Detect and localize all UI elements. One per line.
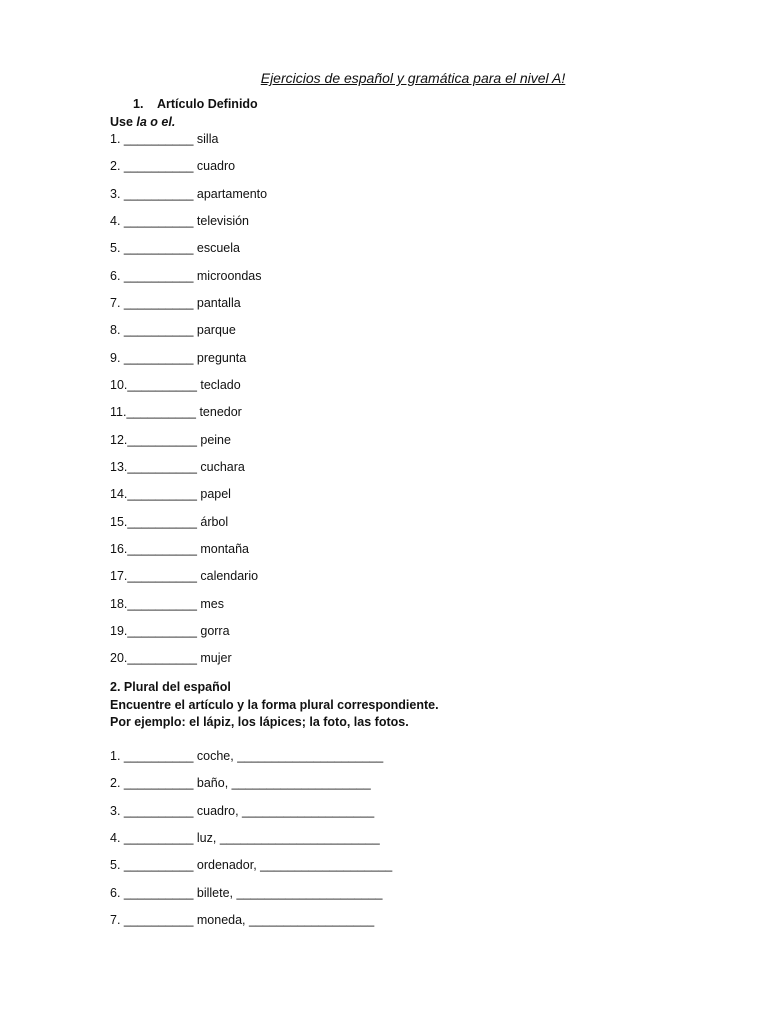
exercise-item: 5. __________ escuela — [110, 241, 240, 255]
exercise-item: 10.__________ teclado — [110, 378, 241, 392]
section2-instruction: Encuentre el artículo y la forma plural correspondiente. — [110, 697, 439, 712]
page-title: Ejercicios de español y gramática para el nivel A! — [260, 70, 566, 86]
exercise-item: 11.__________ tenedor — [110, 405, 242, 419]
exercise-item: 7. __________ pantalla — [110, 296, 241, 310]
exercise-item: 2. __________ cuadro — [110, 159, 236, 173]
exercise-item: 16.__________ montaña — [110, 542, 250, 556]
section1-number: 1. — [133, 97, 144, 111]
exercise-item: 20.__________ mujer — [110, 651, 232, 665]
exercise-item: 19.__________ gorra — [110, 624, 230, 638]
exercise-item: 4. __________ televisión — [110, 214, 250, 228]
instruction-prefix: Use — [110, 115, 137, 129]
exercise-item: 17.__________ calendario — [110, 569, 259, 583]
section2-example: Por ejemplo: el lápiz, los lápices; la foto, las fotos. — [110, 715, 409, 729]
plural-item: 4. __________ luz, _______________________ — [110, 831, 380, 845]
exercise-item: 15.__________ árbol — [110, 515, 229, 529]
section2-header — [110, 679, 439, 732]
exercise-item: 14.__________ papel — [110, 487, 231, 501]
plural-item: 3. __________ cuadro, ___________________ — [110, 804, 375, 818]
instruction-articles: la o el. — [136, 115, 176, 129]
section1-heading — [133, 97, 258, 111]
section2-heading: 2. Plural del español — [110, 680, 231, 694]
exercise-item: 9. __________ pregunta — [110, 351, 247, 365]
plural-item: 2. __________ baño, ____________________ — [110, 776, 371, 790]
exercise-item: 6. __________ microondas — [110, 269, 262, 283]
plural-item: 6. __________ billete, _____________________ — [110, 886, 383, 900]
plural-item: 5. __________ ordenador, ___________________ — [110, 858, 393, 872]
exercise-item: 12.__________ peine — [110, 433, 231, 447]
exercise-item: 8. __________ parque — [110, 323, 236, 337]
exercise-item: 18.__________ mes — [110, 597, 224, 611]
exercise-item: 1. __________ silla — [110, 132, 219, 146]
exercise-item: 3. __________ apartamento — [110, 187, 268, 201]
exercise-item: 13.__________ cuchara — [110, 460, 245, 474]
plural-item: 7. __________ moneda, __________________ — [110, 913, 375, 927]
section1-heading-text: Artículo Definido — [157, 97, 258, 111]
plural-item: 1. __________ coche, _____________________ — [110, 749, 384, 763]
section1-instruction — [110, 115, 175, 129]
